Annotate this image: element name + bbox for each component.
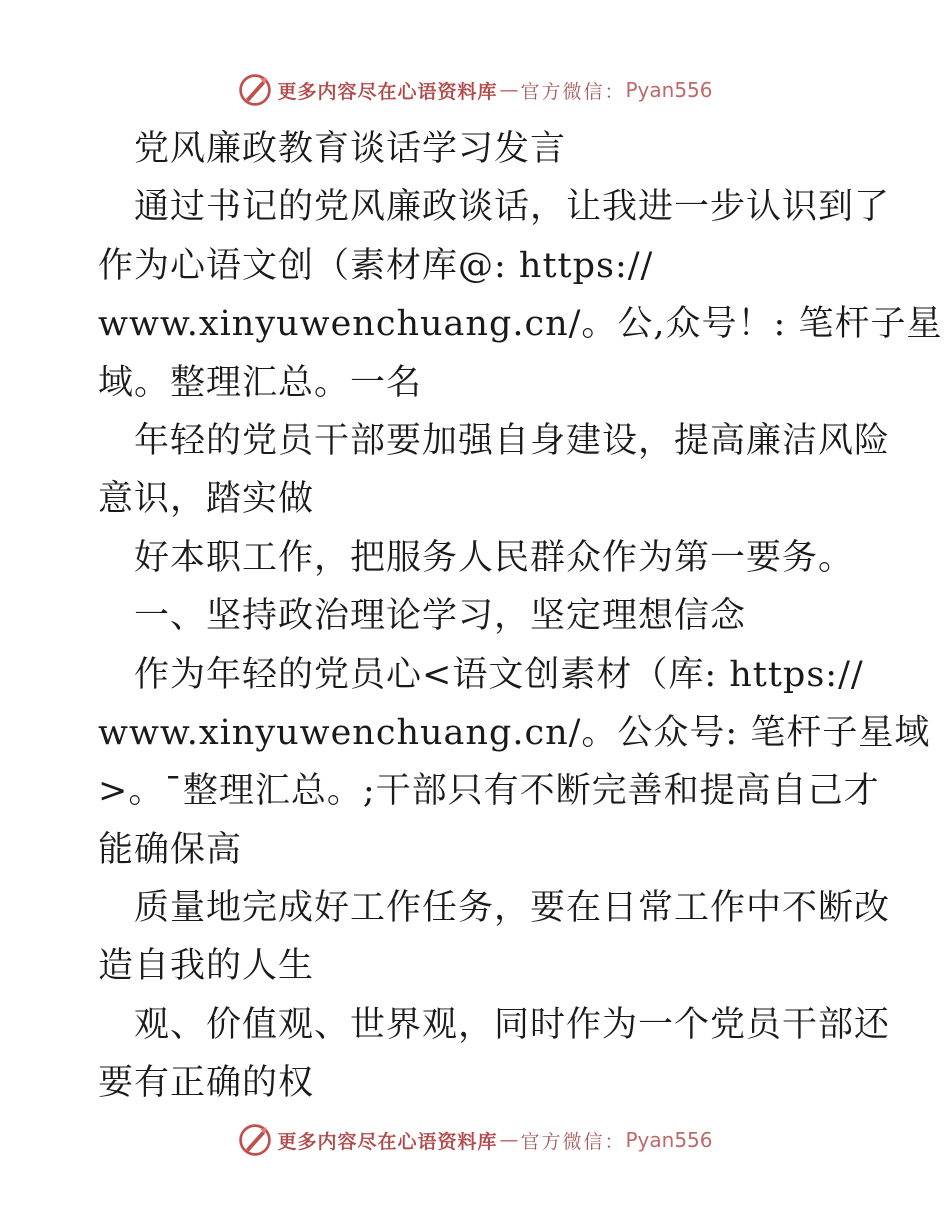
text-line: 年轻的党员干部要加强自身建设，提高廉洁风险 [134,420,891,461]
banner-wechat-label: 官方微信： [520,80,626,103]
banner-dash: — [499,1129,519,1151]
text-line: www.xinyuwenchuang.cn/。公众号: 笔杆子星域 [98,712,931,753]
banner-wechat-label: 官方微信： [520,1130,626,1153]
banner-title: 更多内容尽在心语资料库 [277,80,498,103]
header-banner [0,70,950,110]
text-line: 作为心语文创（素材库@: https:// [98,245,654,286]
text-line: 通过书记的党风廉政谈话，让我进一步认识到了 [134,187,891,228]
text-line: 质量地完成好工作任务，要在日常工作中不断改 [134,888,891,929]
footer-banner [0,1120,950,1160]
text-line: 能确保高 [98,829,243,870]
text-line: 好本职工作，把服务人民群众作为第一要务。 [134,537,855,578]
text-line: 造自我的人生 [98,946,315,987]
banner-wechat-id: Pyan556 [625,78,713,102]
text-line: >。¯整理汇总。;干部只有不断完善和提高自己才 [98,771,880,812]
text-line: 域。整理汇总。一名 [98,362,423,403]
section-heading: 一、坚持政治理论学习，坚定理想信念 [134,596,747,637]
text-line: 观、价值观、世界观，同时作为一个党员干部还 [134,1004,891,1045]
brand-logo-icon [237,72,273,108]
text-line: 要有正确的权 [98,1063,315,1104]
document-title: 党风廉政教育谈话学习发言 [134,129,567,169]
brand-logo-icon [237,1122,273,1158]
text-line: www.xinyuwenchuang.cn/。公,众号！: 笔杆子星 [98,304,943,345]
banner-dash: — [499,79,519,101]
document-body [98,120,943,1113]
text-line: 作为年轻的党员心<语文创素材（库: https:// [134,654,864,695]
text-line: 意识，踏实做 [98,479,315,520]
banner-title: 更多内容尽在心语资料库 [277,1130,498,1153]
banner-wechat-id: Pyan556 [625,1128,713,1152]
